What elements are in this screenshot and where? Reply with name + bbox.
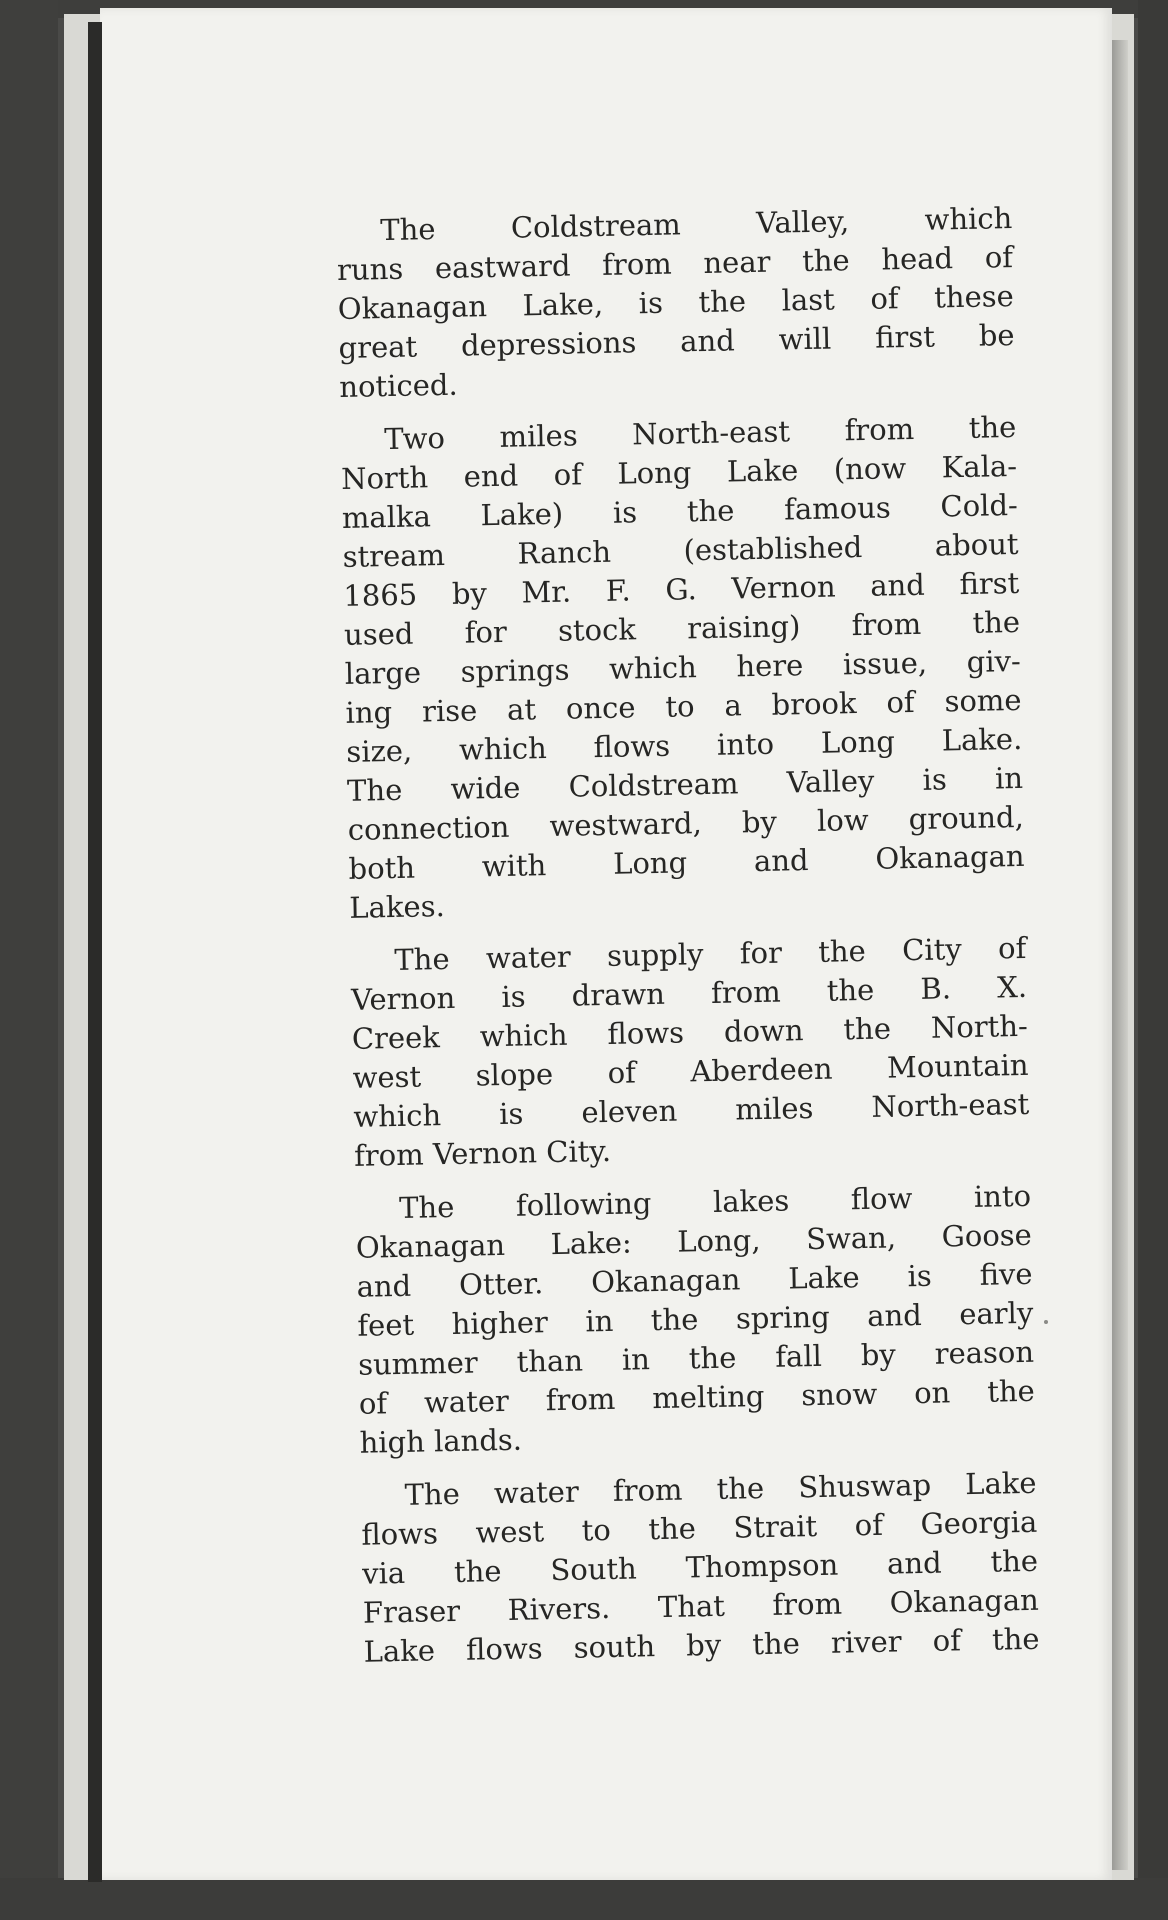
text-line: feet higher in the spring and early	[357, 1295, 1034, 1343]
text-line: west slope of Aberdeen Mountain	[352, 1047, 1029, 1095]
text-line: flows west to the Strait of Georgia	[361, 1504, 1038, 1552]
text-line: The following lakes flow into	[398, 1178, 1032, 1225]
paragraph	[355, 1177, 1036, 1463]
text-line: large springs which here issue, giv-	[344, 643, 1022, 691]
text-line: from Vernon City.	[353, 1133, 612, 1173]
text-line: summer than in the fall by reason	[357, 1334, 1035, 1382]
text-line: Lakes.	[349, 889, 446, 925]
book-spine	[88, 22, 102, 1882]
text-line: The water from the Shuswap Lake	[404, 1465, 1037, 1512]
paragraph	[350, 929, 1030, 1176]
text-line: 1865 by Mr. F. G. Vernon and first	[343, 565, 1020, 613]
text-line: stream Ranch (established about	[342, 526, 1019, 574]
text-line: Okanagan Lake, is the last of these	[337, 279, 1015, 326]
text-line: via the South Thompson and the	[361, 1543, 1039, 1591]
text-line: Vernon is drawn from the B. X.	[350, 969, 1028, 1017]
text-line: noticed.	[339, 367, 458, 404]
text-line: Creek which flows down the North-	[351, 1008, 1029, 1056]
text-line: great depressions and will first be	[338, 318, 1015, 365]
text-line: Okanagan Lake: Long, Swan, Goose	[355, 1217, 1033, 1265]
paragraph	[360, 1464, 1040, 1672]
scan-background-bottom	[0, 1878, 1168, 1920]
text-line: size, which flows into Long Lake.	[346, 721, 1023, 769]
text-line: high lands.	[359, 1422, 523, 1460]
scan-background-right	[1138, 0, 1168, 1920]
text-line: connection westward, by low ground,	[347, 799, 1025, 847]
text-line: runs eastward from near the head of	[336, 240, 1014, 287]
text-line: which is eleven miles North-east	[353, 1086, 1030, 1134]
scan-background-left	[0, 0, 58, 1920]
text-line: of water from melting snow on the	[358, 1373, 1036, 1421]
text-line: ing rise at once to a brook of some	[345, 682, 1022, 730]
paragraph	[340, 408, 1026, 928]
text-line: The water supply for the City of	[394, 930, 1027, 978]
text-line: The wide Coldstream Valley is in	[346, 760, 1024, 808]
text-line: malka Lake) is the famous Cold-	[341, 487, 1019, 535]
text-line: both with Long and Okanagan	[348, 838, 1025, 886]
text-line: Fraser Rivers. That from Okanagan	[362, 1582, 1040, 1630]
body-text	[336, 199, 1040, 1686]
paper-speck	[1044, 1320, 1048, 1324]
text-line: Two miles North-east from the	[384, 409, 1017, 457]
text-line: The Coldstream Valley, which	[380, 201, 1013, 248]
text-line: North end of Long Lake (now Kala-	[340, 448, 1018, 496]
paragraph	[336, 199, 1016, 407]
page-edge-shadow	[1112, 40, 1128, 1870]
text-line: used for stock raising) from the	[343, 604, 1021, 652]
text-line: Lake flows south by the river of the	[363, 1621, 1040, 1669]
text-line: and Otter. Okanagan Lake is five	[356, 1256, 1033, 1304]
